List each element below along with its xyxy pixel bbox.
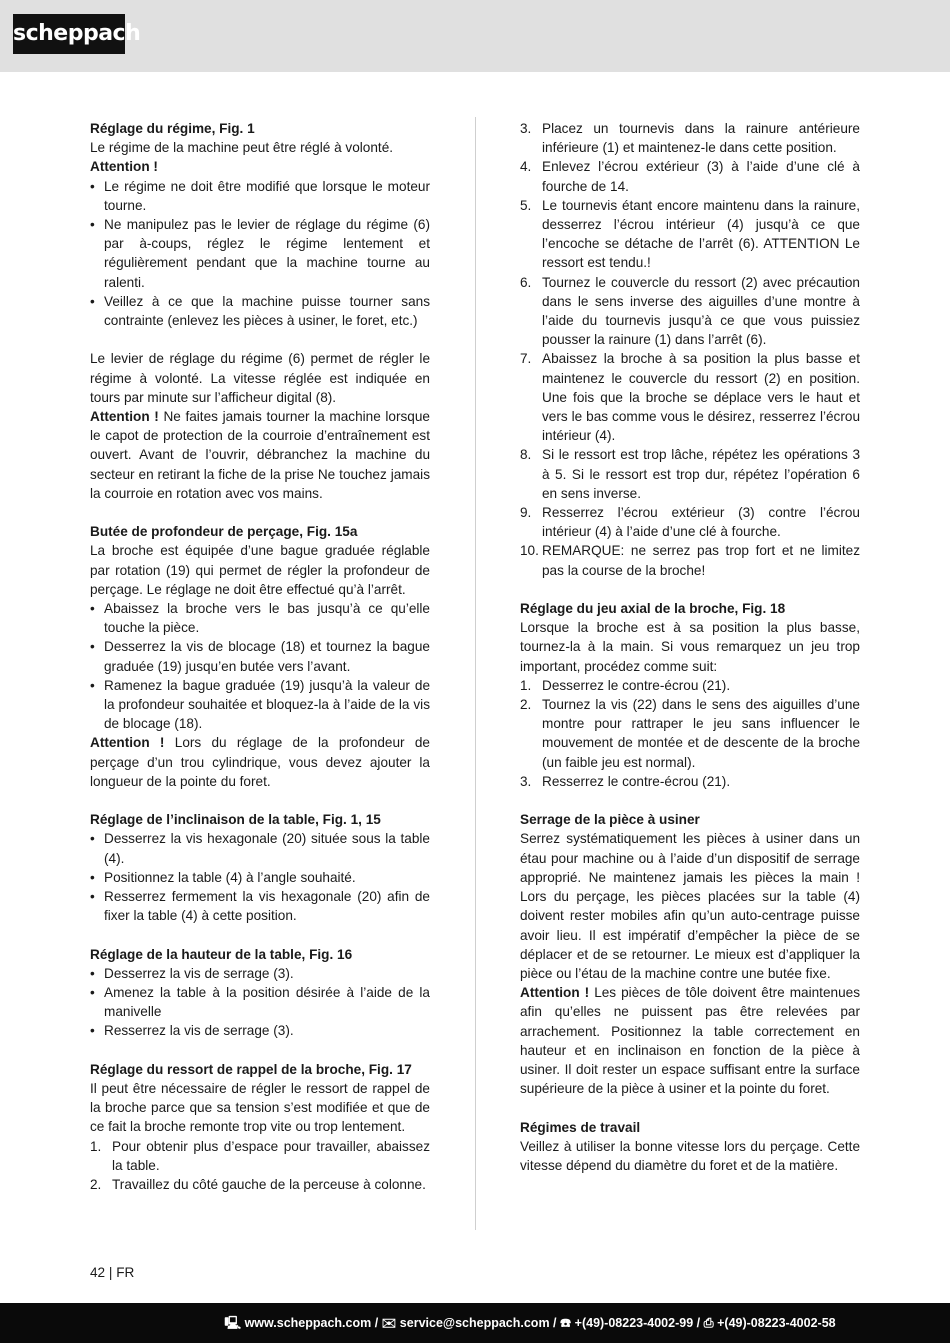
phone-number: +(49)-08223-4002-99 — [574, 1316, 694, 1330]
section-title-table-tilt: Réglage de l’inclinaison de la table, Fig. 1, 15 — [90, 812, 381, 828]
list-item: • Le régime ne doit être modifié que lorsque le moteur tourne. — [90, 177, 430, 215]
bullet: • — [90, 869, 95, 885]
fax-number: +(49)-08223-4002-58 — [717, 1316, 836, 1330]
section-title-clamping: Serrage de la pièce à usiner — [520, 812, 700, 828]
section-title-working-speeds: Régimes de travail — [520, 1119, 641, 1135]
bullet: • — [90, 677, 95, 693]
bullet: • — [90, 985, 95, 1001]
header-bar — [0, 0, 950, 72]
paragraph: Attention ! Ne faites jamais tourner la machine lorsque le capot de protection de la courroie d’entraînement est ouvert. Avant de l’ouvrir, débranchez la machine du secteur en retirant la fiche de la prise Ne touchez jamais la courroie en rotation avec vos mains. — [90, 409, 430, 501]
attention-label: Attention ! — [90, 735, 165, 751]
paragraph: Le levier de réglage du régime (6) permet de régler le régime à volonté. La vitesse réglée est indiquée en tours par minute sur l’afficheur digital (8). — [90, 351, 430, 405]
paragraph: Attention ! Les pièces de tôle doivent être maintenues afin qu’elles ne puissent pas être relevées par arrachement. Positionnez la table correctement en hauteur et en inclinaison en fonction de la pièce à usiner. Il doit rester un espace suffisant entre la surface supérieure de la pièce à usiner et la pointe du foret. — [520, 985, 860, 1097]
paragraph: Lorsque la broche est à sa position la plus basse, tournez-la à la main. Si vous remarquez un jeu trop important, procédez comme suit: — [520, 620, 860, 674]
list-item: • Desserrez la vis de serrage (3). — [90, 964, 430, 983]
paragraph: Serrez systématiquement les pièces à usiner dans un étau pour machine ou à l’aide d’un dispositif de serrage approprié. Ne maintenez jamais les pièces la main ! Lors du perçage, les pièces placées sur la table (4) doivent rester mobiles afin qu’un auto-centrage puisse avoir lieu. Il est impératif d’empêcher la pièce de se déplacer et de se retourner. Le mieux est d’appliquer la pièce ou l’étau de la machine contre une butée fixe. — [520, 831, 860, 981]
paragraph: Le régime de la machine peut être réglé à volonté. — [90, 140, 394, 156]
list-item: 7. Abaissez la broche à sa position la plus basse et maintenez le couvercle du ressort (2) en position. Une fois que la broche se déplace vers le haut et vers le bas comme vous le désirez, resserrez l’écrou intérieur (4). — [520, 351, 860, 444]
attention-label: Attention ! — [90, 409, 159, 425]
section-title-return-spring: Réglage du ressort de rappel de la broche, Fig. 17 — [90, 1061, 412, 1077]
paragraph: Attention ! Lors du réglage de la profondeur de perçage d’un trou cylindrique, vous devez ajouter la longueur de la pointe du foret. — [90, 735, 430, 789]
computer-icon: 🖳 — [224, 1316, 242, 1330]
list-item: 4. Enlevez l’écrou extérieur (3) à l’aide d’une clé à fourche de 14. — [520, 159, 860, 194]
section-title-axial-play: Réglage du jeu axial de la broche, Fig. 18 — [520, 601, 786, 617]
bullet: • — [90, 965, 95, 981]
list-item: • Resserrez fermement la vis hexagonale (20) afin de fixer la table (4) à cette position. — [90, 887, 430, 925]
phone-icon: ☎ — [560, 1316, 572, 1330]
list-item: • Desserrez la vis hexagonale (20) située sous la table (4). — [90, 829, 430, 867]
mail-icon: ✉ — [381, 1316, 397, 1330]
list-item: • Abaissez la broche vers le bas jusqu’à ce qu’elle touche la pièce. — [90, 599, 430, 637]
bullet: • — [90, 1023, 95, 1039]
bullet: • — [90, 178, 95, 194]
list-item: 5. Le tournevis étant encore maintenu dans la rainure, desserrez l’écrou intérieur (4) jusqu’à ce que l’encoche se détache de l’arrêt (6). ATTENTION Le ressort est tendu.! — [520, 197, 860, 271]
list-item: • Desserrez la vis de blocage (18) et tournez la bague graduée (19) jusqu’en butée vers l’avant. — [90, 637, 430, 675]
list-item: • Positionnez la table (4) à l’angle souhaité. — [90, 868, 430, 887]
bullet: • — [90, 639, 95, 655]
attention-label: Attention ! — [520, 985, 590, 1001]
list-item: 2. Tournez la vis (22) dans le sens des aiguilles d’une montre pour rattraper le jeu sans influencer le mouvement de montée et de descente de la broche (un faible jeu est normal). — [520, 697, 860, 770]
bullet: • — [90, 889, 95, 905]
email-link[interactable]: service@scheppach.com — [399, 1316, 550, 1330]
list-item: 2. Travaillez du côté gauche de la perceuse à colonne. — [90, 1177, 426, 1193]
list-item: 9. Resserrez l’écrou extérieur (3) contre l’écrou intérieur (4) à l’aide d’une clé à fourche. — [520, 505, 860, 540]
list-item: 1. Desserrez le contre-écrou (21). — [520, 677, 731, 693]
bullet: • — [90, 217, 95, 233]
list-item: • Ne manipulez pas le levier de réglage du régime (6) par à-coups, réglez le régime lentement et régulièrement pendant que la machine tourne au ralenti. — [90, 215, 430, 292]
section-title-table-height: Réglage de la hauteur de la table, Fig. 16 — [90, 946, 353, 962]
list-item: 6. Tournez le couvercle du ressort (2) avec précaution dans le sens inverse des aiguilles d’une montre à l’aide du tournevis jusqu’à ce que vous puissiez pousser la rainure (1) dans l’arrêt (6). — [520, 274, 860, 348]
bullet: • — [90, 293, 95, 309]
right-column — [520, 119, 860, 1175]
list-item: 10. REMARQUE: ne serrez pas trop fort et ne limitez pas la course de la broche! — [520, 543, 860, 578]
scheppach-logo: scheppach — [13, 14, 125, 54]
left-column — [90, 119, 430, 1194]
list-item: 3. Resserrez le contre-écrou (21). — [520, 773, 731, 789]
section-title-speed: Réglage du régime, Fig. 1 — [90, 121, 255, 136]
list-item: • Resserrez la vis de serrage (3). — [90, 1021, 430, 1040]
list-item: 8. Si le ressort est trop lâche, répétez les opérations 3 à 5. Si le ressort est trop dur, répétez l’opération 6 en sens inverse. — [520, 447, 860, 501]
bullet: • — [90, 831, 95, 847]
paragraph: Il peut être nécessaire de régler le ressort de rappel de la broche parce que sa tension s’est modifiée et que de ce fait la broche remonte trop vite ou trop lentement. — [90, 1081, 430, 1135]
bullet: • — [90, 601, 95, 617]
website-link[interactable]: www.scheppach.com — [244, 1316, 372, 1330]
list-item: 3. Placez un tournevis dans la rainure antérieure inférieure (1) et maintenez-le dans cette position. — [520, 121, 860, 156]
list-item: 1. Pour obtenir plus d’espace pour travailler, abaissez la table. — [90, 1138, 430, 1173]
fax-icon: ⎙ — [703, 1316, 714, 1330]
list-item: • Amenez la table à la position désirée à l’aide de la manivelle — [90, 983, 430, 1021]
paragraph: Veillez à utiliser la bonne vitesse lors du perçage. Cette vitesse dépend du diamètre du foret et de la matière. — [520, 1138, 860, 1173]
page-number: 42 | FR — [90, 1265, 135, 1280]
column-divider — [475, 117, 476, 1230]
paragraph: La broche est équipée d’une bague graduée réglable par rotation (19) qui permet de régler la profondeur de perçage. Le réglage ne doit être effectué qu’à l’arrêt. — [90, 543, 430, 597]
attention-label: Attention ! — [90, 159, 158, 175]
list-item: • Ramenez la bague graduée (19) jusqu’à la valeur de la profondeur souhaitée et bloquez-la à l’aide de la vis de blocage (18). — [90, 676, 430, 734]
list-item: • Veillez à ce que la machine puisse tourner sans contrainte (enlevez les pièces à usiner, le foret, etc.) — [90, 292, 430, 330]
section-title-depth-stop: Butée de profondeur de perçage, Fig. 15a — [90, 524, 358, 540]
footer-bar: 🖳 www.scheppach.com / ✉ service@scheppach.com / ☎ +(49)-08223-4002-99 / ⎙ +(49)-08223-4002-58 — [0, 1303, 950, 1343]
